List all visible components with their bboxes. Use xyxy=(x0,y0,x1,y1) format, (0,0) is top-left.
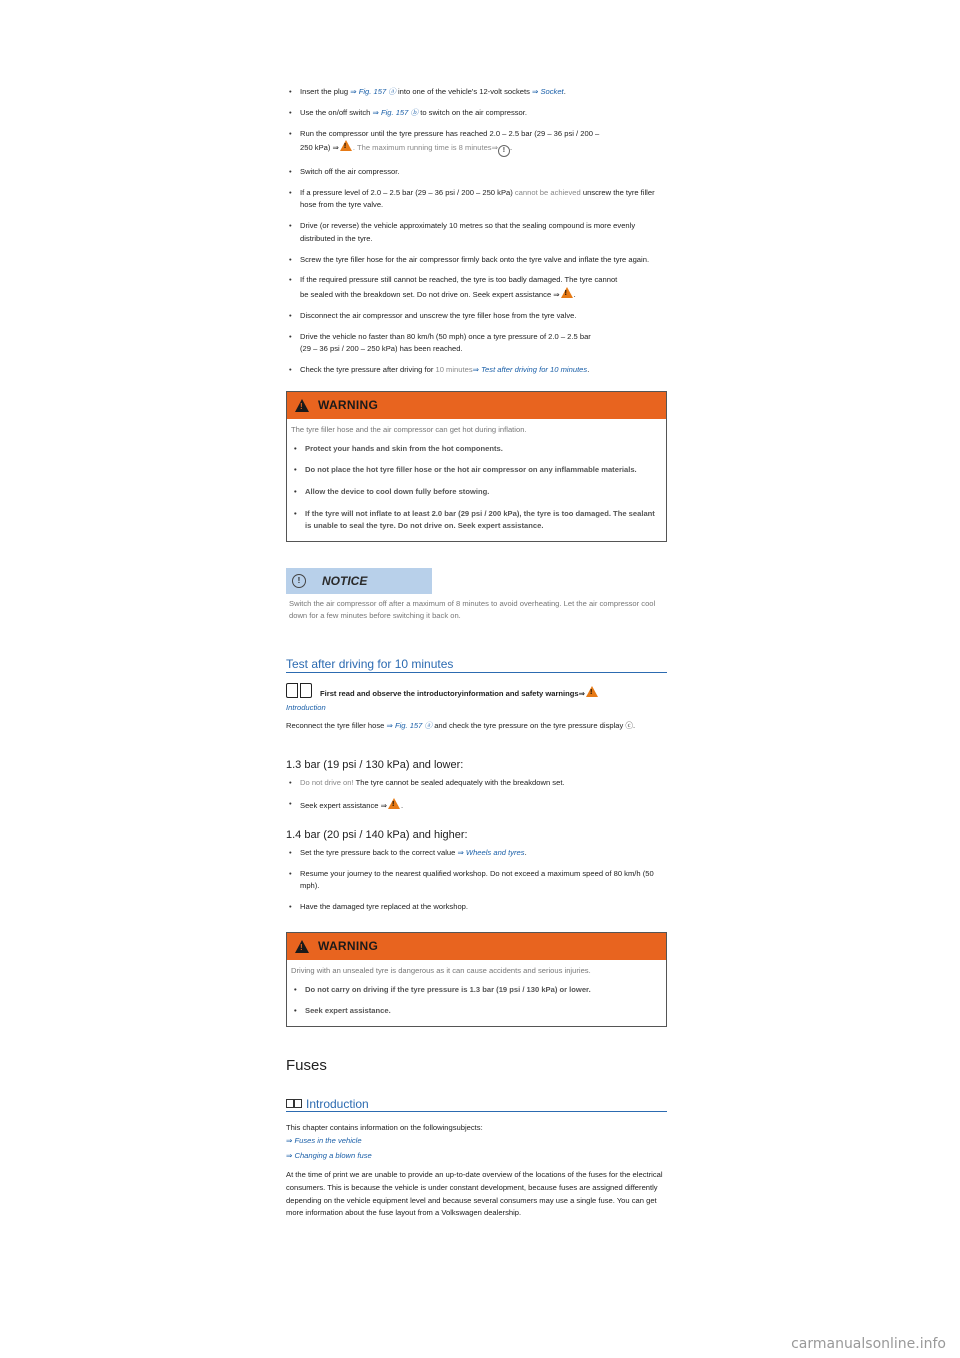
notice-icon: ! xyxy=(292,574,306,588)
fig-157-link[interactable]: ⇒ Fig. 157 ⓐ xyxy=(350,87,396,96)
wheels-tyres-link[interactable]: ⇒ Wheels and tyres xyxy=(457,847,525,857)
warning-item: • Allow the device to cool down fully before stowing. xyxy=(291,486,662,499)
warning-header xyxy=(287,392,666,419)
list-item: • Resume your journey to the nearest qualified workshop. Do not exceed a maximum speed of 80 km/h (50 mph). xyxy=(286,868,667,893)
step-switch-on: • Use the on/off switch ⇒ Fig. 157 ⓑ to switch on the air compressor. xyxy=(286,107,667,120)
warning-header xyxy=(287,933,666,960)
warning-item: • Do not carry on driving if the tyre pressure is 1.3 bar (19 psi / 130 kPa) or lower. xyxy=(291,984,662,997)
procedure-steps xyxy=(286,86,667,377)
section-heading-introduction: Introduction xyxy=(286,1097,667,1112)
book-icon xyxy=(286,683,312,700)
warning-list xyxy=(291,984,662,1018)
fig-157-link[interactable]: ⇒ Fig. 157 ⓐ xyxy=(386,720,433,730)
warning-triangle-icon[interactable] xyxy=(561,287,573,298)
notice-icon[interactable]: ! xyxy=(498,145,510,157)
book-icon xyxy=(286,1099,302,1109)
warning-body xyxy=(287,419,666,541)
step-disconnect: • Disconnect the air compressor and unscrew the tyre filler hose from the tyre valve. xyxy=(286,310,667,323)
introduction-link[interactable]: Introduction xyxy=(286,703,326,713)
warning-triangle-icon[interactable] xyxy=(586,686,598,697)
warning-triangle-icon xyxy=(295,399,309,412)
step-pressure-not-achieved: • If a pressure level of 2.0 – 2.5 bar (29 – 36 psi / 200 – 250 kPa) cannot be achieved unscrew the tyre filler hose from the tyre valve. xyxy=(286,187,667,212)
section-heading-test: Test after driving for 10 minutes xyxy=(286,657,667,673)
notice-title: NOTICE xyxy=(322,573,368,588)
list-item: • Have the damaged tyre replaced at the workshop. xyxy=(286,901,667,914)
warning-intro: The tyre filler hose and the air compressor can get hot during inflation. xyxy=(291,424,527,434)
low-pressure-heading: 1.3 bar (19 psi / 130 kPa) and lower: xyxy=(286,759,464,772)
read-first-text: First read and observe the introductoryinformation and safety warnings⇒! xyxy=(320,686,599,698)
manual-page xyxy=(286,86,667,1220)
changing-blown-fuse-link[interactable]: ⇒ Changing a blown fuse xyxy=(286,1150,372,1160)
step-insert-plug: • Insert the plug ⇒ Fig. 157 ⓐ into one of the vehicle's 12-volt sockets ⇒ Socket. xyxy=(286,86,667,99)
warning-item: • Protect your hands and skin from the hot components. xyxy=(291,443,662,456)
list-item: • Set the tyre pressure back to the correct value ⇒ Wheels and tyres. xyxy=(286,847,667,860)
reconnect-paragraph: Reconnect the tyre filler hose ⇒ Fig. 157 ⓐ and check the tyre pressure on the tyre pressure display ⓒ. xyxy=(286,720,636,730)
step-drive-10m: • Drive (or reverse) the vehicle approximately 10 metres so that the sealing compound is more evenly distributed in the tyre. xyxy=(286,220,667,245)
warning-item: • Do not place the hot tyre filler hose or the hot air compressor on any inflammable materials. xyxy=(291,464,662,477)
step-run-compressor: • Run the compressor until the tyre pressure has reached 2.0 – 2.5 bar (29 – 36 psi / 200 – 250 kPa) ⇒! . The maximum running time is 8 minutes⇒ ! . xyxy=(286,128,667,158)
step-check-pressure: • Check the tyre pressure after driving for 10 minutes⇒ Test after driving for 10 minutes. xyxy=(286,364,667,377)
high-pressure-list xyxy=(286,847,667,914)
step-too-damaged: • If the required pressure still cannot be reached, the tyre is too badly damaged. The tyre cannot be sealed with the breakdown set. Do not drive on. Seek expert assistance ⇒! . xyxy=(286,274,667,301)
watermark: carmanualsonline.info xyxy=(791,1336,946,1352)
warning-title: WARNING xyxy=(318,939,379,954)
warning-item: • If the tyre will not inflate to at least 2.0 bar (29 psi / 200 kPa), the tyre is too damaged. The sealant is unable to seal the tyre. Do not drive on. Seek expert assistance. xyxy=(291,508,662,533)
warning-list xyxy=(291,443,662,533)
step-drive-speed: • Drive the vehicle no faster than 80 km/h (50 mph) once a tyre pressure of 2.0 – 2.5 bar (29 – 36 psi / 200 – 250 kPa) has been reached. xyxy=(286,331,667,356)
warning-triangle-icon[interactable] xyxy=(388,798,400,809)
fuses-body-text: At the time of print we are unable to provide an up-to-date overview of the locations of the fuses for the electrical consumers. This is because the vehicle is under constant development, because fuses are assigned differently depending on the vehicle equipment level and because several consumers may use a single fuse. You can get more information about the fuse layout from a Volkswagen dealership. xyxy=(286,1170,663,1218)
warning-item: • Seek expert assistance. xyxy=(291,1005,662,1018)
notice-header xyxy=(286,568,432,594)
fig-157-link[interactable]: ⇒ Fig. 157 ⓑ xyxy=(372,107,419,117)
chapter-heading-fuses: Fuses xyxy=(286,1056,327,1074)
step-screw-hose: • Screw the tyre filler hose for the air compressor firmly back onto the tyre valve and inflate the tyre again. xyxy=(286,254,667,267)
low-pressure-list xyxy=(286,777,667,812)
notice-text: Switch the air compressor off after a maximum of 8 minutes to avoid overheating. Let the air compressor cool down for a few minutes before switching it back on. xyxy=(289,598,656,621)
warning-box-hot xyxy=(286,391,667,542)
list-item: • Do not drive on! The tyre cannot be sealed adequately with the breakdown set. xyxy=(286,777,667,790)
test-after-driving-link[interactable]: ⇒ Test after driving for 10 minutes xyxy=(472,365,588,375)
step-switch-off: • Switch off the air compressor. xyxy=(286,166,667,179)
warning-body xyxy=(287,960,666,1026)
high-pressure-heading: 1.4 bar (20 psi / 140 kPa) and higher: xyxy=(286,828,468,841)
fuses-in-vehicle-link[interactable]: ⇒ Fuses in the vehicle xyxy=(286,1136,362,1146)
warning-box-unsealed xyxy=(286,932,667,1027)
socket-link[interactable]: ⇒ Socket xyxy=(531,87,564,96)
warning-intro: Driving with an unsealed tyre is dangerous as it can cause accidents and serious injuries. xyxy=(291,965,591,975)
subjects-text: This chapter contains information on the followingsubjects: xyxy=(286,1122,483,1132)
warning-triangle-icon[interactable] xyxy=(340,140,352,151)
warning-title: WARNING xyxy=(318,398,379,413)
list-item: • Seek expert assistance ⇒! . xyxy=(286,798,667,813)
warning-triangle-icon xyxy=(295,940,309,953)
read-first-row xyxy=(286,683,667,700)
